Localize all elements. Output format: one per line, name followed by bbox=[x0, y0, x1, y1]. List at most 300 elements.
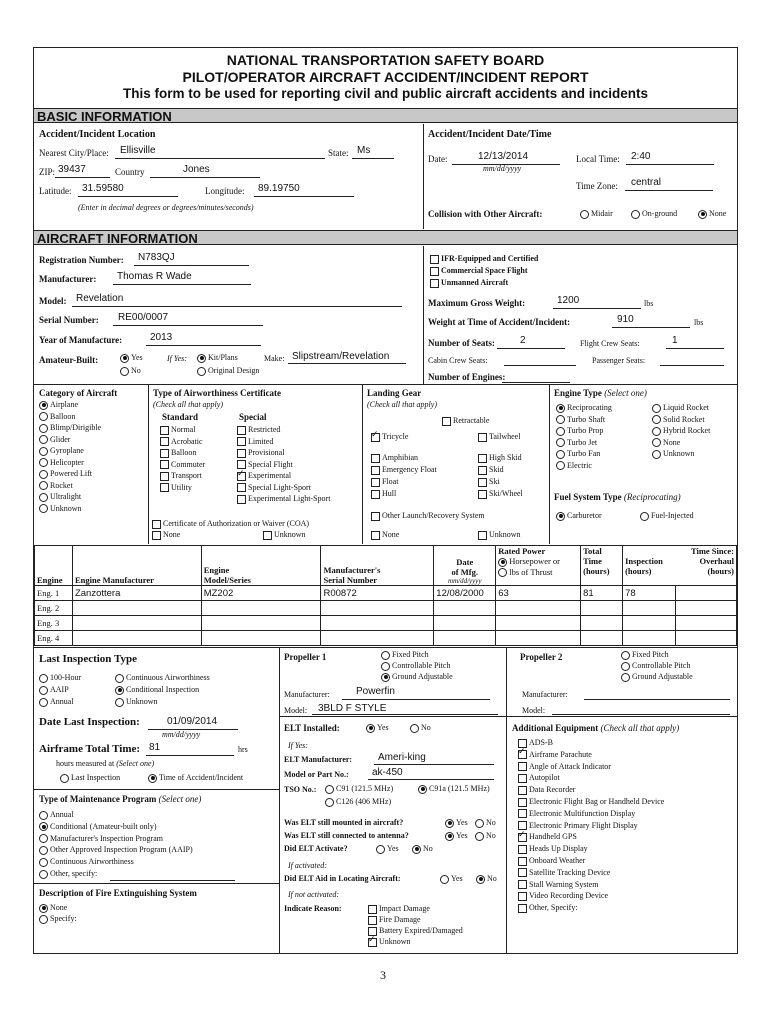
radio-icon bbox=[476, 875, 485, 884]
flight-crew-seats-field[interactable]: 1 bbox=[672, 335, 678, 346]
engine-model-cell[interactable] bbox=[201, 616, 321, 631]
radio-icon bbox=[39, 915, 48, 924]
engine-type-unknown-radio[interactable]: Unknown bbox=[652, 449, 695, 459]
tricycle-checkbox[interactable]: ✓Tricycle bbox=[371, 432, 408, 442]
engine-serial-cell[interactable] bbox=[321, 601, 434, 616]
zip-label: ZIP: bbox=[39, 167, 56, 177]
checkbox-icon bbox=[160, 472, 169, 481]
col-date-mfg: Date of Mfg. mm/dd/yyyy bbox=[434, 546, 496, 586]
checkbox-icon bbox=[237, 483, 246, 492]
checkbox-icon bbox=[371, 490, 380, 499]
checkbox-icon bbox=[518, 809, 527, 818]
special-provisional-checkbox[interactable]: Provisional bbox=[237, 448, 284, 458]
radio-icon bbox=[580, 210, 589, 219]
prop2-model-label: Model: bbox=[522, 706, 546, 715]
table-row bbox=[35, 586, 737, 601]
elt-model-label: Model or Part No.: bbox=[284, 770, 349, 779]
category-gyroplane-radio[interactable]: Gyroplane bbox=[39, 446, 84, 456]
checkbox-icon bbox=[160, 460, 169, 469]
engine-row-label: Eng. 1 bbox=[35, 586, 73, 601]
radio-icon bbox=[698, 210, 707, 219]
divider bbox=[423, 124, 424, 229]
radio-icon bbox=[418, 785, 427, 794]
insp-aaip-radio[interactable]: AAIP bbox=[39, 685, 69, 695]
model-field[interactable]: Revelation bbox=[76, 293, 124, 304]
checkbox-icon bbox=[478, 478, 487, 487]
checkbox-icon bbox=[160, 437, 169, 446]
gear-unknown-checkbox[interactable]: Unknown bbox=[478, 530, 521, 540]
category-glider-radio[interactable]: Glider bbox=[39, 435, 70, 445]
category-blimp-dirigible-radio[interactable]: Blimp/Dirigible bbox=[39, 423, 101, 433]
latitude-field[interactable]: 31.59580 bbox=[82, 183, 124, 194]
zip-field[interactable]: 39437 bbox=[58, 164, 86, 175]
engine-power-cell[interactable] bbox=[496, 616, 581, 631]
other-launch-checkbox[interactable]: Other Launch/Recovery System bbox=[371, 511, 485, 521]
reason-impact-damage-checkbox[interactable]: Impact Damage bbox=[368, 904, 430, 914]
original-design-radio[interactable]: Original Design bbox=[197, 366, 259, 376]
standard-transport-checkbox[interactable]: Transport bbox=[160, 471, 202, 481]
high-skid-checkbox[interactable]: High Skid bbox=[478, 453, 522, 463]
checkbox-icon bbox=[237, 495, 246, 504]
engine-insp-cell[interactable]: 78 bbox=[623, 586, 676, 601]
elt-activate-no-radio[interactable]: No bbox=[412, 844, 433, 854]
checkbox-icon bbox=[371, 454, 380, 463]
basic-section-title: BASIC INFORMATION bbox=[34, 108, 737, 123]
year-field[interactable]: 2013 bbox=[150, 332, 173, 343]
prop2-fixed-radio[interactable]: Fixed Pitch bbox=[621, 650, 669, 660]
radio-icon bbox=[498, 558, 507, 567]
elt-aid-yes-radio[interactable]: Yes bbox=[440, 874, 463, 884]
radio-icon bbox=[412, 845, 421, 854]
prop1-fixed-radio[interactable]: Fixed Pitch bbox=[381, 650, 429, 660]
equipment-video-recording-device-checkbox[interactable]: Video Recording Device bbox=[518, 891, 608, 901]
prop2-controllable-radio[interactable]: Controllable Pitch bbox=[621, 661, 690, 671]
ifr-checkbox[interactable]: IFR-Equipped and Certified bbox=[430, 254, 538, 264]
elt-mounted-yes-radio[interactable]: Yes bbox=[445, 818, 468, 828]
seats-label: Number of Seats: bbox=[428, 338, 495, 348]
cabin-crew-seats-label: Cabin Crew Seats: bbox=[428, 356, 488, 365]
standard-balloon-checkbox[interactable]: Balloon bbox=[160, 448, 196, 458]
engine-type-none-radio[interactable]: None bbox=[652, 438, 680, 448]
category-airplane-radio[interactable]: Airplane bbox=[39, 400, 78, 410]
radio-icon bbox=[39, 698, 48, 707]
reason-fire-damage-checkbox[interactable]: Fire Damage bbox=[368, 915, 421, 925]
table-row bbox=[35, 631, 737, 646]
registration-field[interactable]: N783QJ bbox=[138, 252, 175, 263]
radio-icon bbox=[39, 447, 48, 456]
engine-mfr-cell[interactable] bbox=[72, 631, 201, 646]
aircraft-section-title: AIRCRAFT INFORMATION bbox=[34, 230, 737, 245]
mgw-field[interactable]: 1200 bbox=[557, 295, 580, 306]
maintenance-other-specify-radio[interactable]: Other, specify: bbox=[39, 869, 97, 879]
insp-unknown-radio[interactable]: Unknown bbox=[115, 697, 158, 707]
amateur-no-radio[interactable]: No bbox=[120, 366, 141, 376]
equipment-autopilot-checkbox[interactable]: Autopilot bbox=[518, 773, 560, 783]
prop1-manufacturer-field[interactable]: Powerfin bbox=[356, 686, 395, 697]
maintenance-annual-radio[interactable]: Annual bbox=[39, 810, 74, 820]
radio-icon bbox=[39, 870, 48, 879]
engine-overhaul-cell[interactable] bbox=[676, 631, 737, 646]
engine-overhaul-cell[interactable] bbox=[676, 586, 737, 601]
manufacturer-field[interactable]: Thomas R Wade bbox=[117, 271, 192, 282]
kit-plans-radio[interactable]: Kit/Plans bbox=[197, 353, 238, 363]
page-number: 3 bbox=[380, 968, 386, 982]
equipment-stall-warning-system-checkbox[interactable]: Stall Warning System bbox=[518, 880, 598, 890]
equipment-handheld-gps-checkbox[interactable]: ✓Handheld GPS bbox=[518, 832, 577, 842]
equipment-other-specify-checkbox[interactable]: Other, Specify: bbox=[518, 903, 578, 913]
engines-field[interactable] bbox=[502, 382, 570, 383]
radio-icon bbox=[120, 367, 129, 376]
engine-mfr-cell[interactable] bbox=[72, 616, 201, 631]
engine-date-cell[interactable] bbox=[434, 631, 496, 646]
radio-icon bbox=[197, 354, 206, 363]
tso-c91-radio[interactable]: C91 (121.5 MHz) bbox=[325, 784, 393, 794]
col-engine-manufacturer: Engine Manufacturer bbox=[72, 546, 201, 586]
passenger-seats-field[interactable] bbox=[660, 365, 724, 366]
coa-checkbox[interactable]: Certificate of Authorization or Waiver (COA) bbox=[152, 519, 309, 529]
elt-model-field[interactable]: ak-450 bbox=[372, 767, 403, 778]
reason-unknown-checkbox[interactable]: ✓Unknown bbox=[368, 937, 411, 947]
engine-serial-cell[interactable] bbox=[321, 631, 434, 646]
elt-activate-label: Did ELT Activate? bbox=[284, 844, 348, 853]
checkbox-icon bbox=[371, 512, 380, 521]
tailwheel-checkbox[interactable]: Tailwheel bbox=[478, 432, 520, 442]
elt-connected-yes-radio[interactable]: Yes bbox=[445, 831, 468, 841]
engine-power-cell[interactable] bbox=[496, 631, 581, 646]
radio-icon bbox=[556, 427, 565, 436]
radio-icon bbox=[39, 834, 48, 843]
elt-aid-no-radio[interactable]: No bbox=[476, 874, 497, 884]
prop2-manufacturer-field[interactable] bbox=[584, 699, 730, 700]
radio-icon bbox=[39, 686, 48, 695]
prop1-model-label: Model: bbox=[284, 706, 308, 715]
category-powered-lift-radio[interactable]: Powered Lift bbox=[39, 469, 92, 479]
engine-date-cell[interactable] bbox=[434, 616, 496, 631]
engine-serial-cell[interactable]: R00872 bbox=[321, 586, 434, 601]
make-field[interactable]: Slipstream/Revelation bbox=[292, 351, 390, 362]
engine-date-cell[interactable]: 12/08/2000 bbox=[434, 586, 496, 601]
equipment-satellite-tracking-device-checkbox[interactable]: Satellite Tracking Device bbox=[518, 868, 610, 878]
radio-icon bbox=[325, 785, 334, 794]
engine-type-turbo-jet-radio[interactable]: Turbo Jet bbox=[556, 438, 597, 448]
checkbox-icon bbox=[368, 905, 377, 914]
checkbox-icon bbox=[263, 531, 272, 540]
prop1-controllable-radio[interactable]: Controllable Pitch bbox=[381, 661, 450, 671]
engine-type-turbo-prop-radio[interactable]: Turbo Prop bbox=[556, 426, 603, 436]
radio-icon bbox=[60, 774, 69, 783]
category-rocket-radio[interactable]: Rocket bbox=[39, 481, 73, 491]
engine-model-cell[interactable]: MZ202 bbox=[201, 586, 321, 601]
engine-overhaul-cell[interactable] bbox=[676, 616, 737, 631]
elt-connected-no-radio[interactable]: No bbox=[475, 831, 496, 841]
country-field[interactable]: Jones bbox=[183, 164, 210, 175]
reason-battery-expired-damaged-checkbox[interactable]: Battery Expired/Damaged bbox=[368, 926, 463, 936]
elt-manufacturer-label: ELT Manufacturer: bbox=[284, 755, 353, 764]
checkbox-icon bbox=[518, 774, 527, 783]
cert-none-checkbox[interactable]: None bbox=[152, 530, 180, 540]
landing-gear-heading: Landing Gear bbox=[367, 388, 422, 398]
collision-none[interactable]: None bbox=[698, 209, 726, 219]
radio-icon bbox=[556, 450, 565, 459]
engine-total-cell[interactable] bbox=[581, 631, 623, 646]
engine-type-reciprocating-radio[interactable]: Reciprocating bbox=[556, 403, 612, 413]
engine-type-liquid-rocket-radio[interactable]: Liquid Rocket bbox=[652, 403, 709, 413]
if-yes-label: If Yes: bbox=[167, 354, 187, 363]
hull-checkbox[interactable]: Hull bbox=[371, 489, 396, 499]
checkbox-icon bbox=[371, 531, 380, 540]
checkbox-icon bbox=[237, 426, 246, 435]
radio-icon bbox=[440, 875, 449, 884]
category-heading: Category of Aircraft bbox=[39, 388, 118, 398]
maintenance-other-field[interactable] bbox=[110, 880, 235, 881]
checkbox-icon bbox=[478, 454, 487, 463]
engine-type-electric-radio[interactable]: Electric bbox=[556, 461, 592, 471]
radio-icon bbox=[39, 481, 48, 490]
collision-midair[interactable]: Midair bbox=[580, 209, 613, 219]
longitude-field[interactable]: 89.19750 bbox=[258, 183, 300, 194]
year-label: Year of Manufacture: bbox=[39, 335, 123, 345]
unmanned-checkbox[interactable]: Unmanned Aircraft bbox=[430, 278, 508, 288]
elt-if-not-activated-label: If not activated: bbox=[288, 890, 340, 899]
radio-icon bbox=[445, 819, 454, 828]
registration-label: Registration Number: bbox=[39, 255, 124, 265]
insp-annual-radio[interactable]: Annual bbox=[39, 697, 74, 707]
engine-type-solid-rocket-radio[interactable]: Solid Rocket bbox=[652, 415, 705, 425]
elt-reason-label: Indicate Reason: bbox=[284, 904, 342, 913]
insp-continuous-radio[interactable]: Continuous Airworthiness bbox=[115, 673, 210, 683]
checkbox-icon bbox=[368, 916, 377, 925]
fire-none-radio[interactable]: None bbox=[39, 903, 67, 913]
engine-power-cell[interactable]: 63 bbox=[496, 586, 581, 601]
elt-if-yes-label: If Yes: bbox=[288, 741, 308, 750]
checkbox-icon bbox=[518, 750, 527, 759]
elt-installed-yes-radio[interactable]: Yes bbox=[366, 723, 389, 733]
radio-icon bbox=[366, 724, 375, 733]
tso-c126-radio[interactable]: C126 (406 MHz) bbox=[325, 797, 391, 807]
timezone-field[interactable]: central bbox=[631, 177, 662, 188]
seats-field[interactable]: 2 bbox=[520, 335, 526, 346]
checkbox-icon bbox=[152, 520, 161, 529]
engine-total-cell[interactable] bbox=[581, 616, 623, 631]
date-label: Date: bbox=[428, 154, 448, 164]
radio-icon bbox=[652, 427, 661, 436]
radio-icon bbox=[39, 811, 48, 820]
collision-on-ground[interactable]: On-ground bbox=[631, 209, 677, 219]
standard-commuter-checkbox[interactable]: Commuter bbox=[160, 460, 205, 470]
cabin-crew-seats-field[interactable] bbox=[504, 365, 576, 366]
maintenance-manufacturer-s-inspection-program-radio[interactable]: Manufacturer's Inspection Program bbox=[39, 834, 163, 844]
radio-icon bbox=[652, 404, 661, 413]
country-label: Country bbox=[115, 167, 145, 177]
standard-acrobatic-checkbox[interactable]: Acrobatic bbox=[160, 437, 203, 447]
maintenance-continuous-airworthiness-radio[interactable]: Continuous Airworthiness bbox=[39, 857, 134, 867]
commercial-space-checkbox[interactable]: Commercial Space Flight bbox=[430, 266, 528, 276]
timezone-label: Time Zone: bbox=[576, 181, 618, 191]
special-experimental-checkbox[interactable]: ✓Experimental bbox=[237, 471, 291, 481]
serial-field[interactable]: RE00/0007 bbox=[118, 312, 169, 323]
tso-c91a-radio[interactable]: C91a (121.5 MHz) bbox=[418, 784, 490, 794]
engine-overhaul-cell[interactable] bbox=[676, 601, 737, 616]
radio-icon bbox=[652, 450, 661, 459]
engine-insp-cell[interactable] bbox=[623, 601, 676, 616]
gear-none-checkbox[interactable]: None bbox=[371, 530, 399, 540]
weight-field[interactable]: 910 bbox=[617, 314, 634, 325]
form-instructions: This form to be used for reporting civil and public aircraft accidents and incidents bbox=[122, 86, 649, 101]
radio-icon bbox=[197, 367, 206, 376]
prop2-ground-adjustable-radio[interactable]: Ground Adjustable bbox=[621, 672, 693, 682]
engine-type-heading: Engine Type (Select one) bbox=[554, 388, 647, 398]
ski-wheel-checkbox[interactable]: Ski/Wheel bbox=[478, 489, 523, 499]
weight-label: Weight at Time of Accident/Incident: bbox=[428, 317, 571, 327]
col-engine: Engine bbox=[35, 546, 73, 586]
date-last-inspection-label: Date Last Inspection: bbox=[39, 716, 140, 728]
retractable-checkbox[interactable]: Retractable bbox=[442, 416, 489, 426]
equipment-airframe-parachute-checkbox[interactable]: ✓Airframe Parachute bbox=[518, 750, 592, 760]
engine-serial-cell[interactable] bbox=[321, 616, 434, 631]
date-field[interactable]: 12/13/2014 bbox=[478, 151, 529, 162]
make-label: Make: bbox=[264, 354, 285, 363]
checkbox-icon bbox=[371, 478, 380, 487]
engine-type-hybrid-rocket-radio[interactable]: Hybrid Rocket bbox=[652, 426, 710, 436]
engine-date-cell[interactable] bbox=[434, 601, 496, 616]
special-special-light-sport-checkbox[interactable]: Special Light-Sport bbox=[237, 483, 311, 493]
standard-utility-checkbox[interactable]: Utility bbox=[160, 483, 192, 493]
form-title: NATIONAL TRANSPORTATION SAFETY BOARD bbox=[226, 52, 545, 68]
emergency-float-checkbox[interactable]: Emergency Float bbox=[371, 465, 437, 475]
radio-icon bbox=[39, 904, 48, 913]
elt-mounted-no-radio[interactable]: No bbox=[475, 818, 496, 828]
engine-mfr-cell[interactable] bbox=[72, 601, 201, 616]
measured-at-label: hours measured at (Select one) bbox=[56, 759, 155, 768]
prop1-ground-adjustable-radio[interactable]: Ground Adjustable bbox=[381, 672, 453, 682]
weight-unit: lbs bbox=[694, 318, 704, 327]
engine-total-cell[interactable]: 81 bbox=[581, 586, 623, 601]
engine-insp-cell[interactable] bbox=[623, 616, 676, 631]
date-last-inspection-field[interactable]: 01/09/2014 bbox=[167, 716, 218, 727]
col-serial: Manufacturer's Serial Number bbox=[321, 546, 434, 586]
measured-time-of-accident-radio[interactable]: Time of Accident/Incident bbox=[148, 773, 243, 783]
elt-installed-no-radio[interactable]: No bbox=[410, 723, 431, 733]
equipment-electronic-flight-bag-or-handheld-device-checkbox[interactable]: Electronic Flight Bag or Handheld Device bbox=[518, 797, 664, 807]
maintenance-other-approved-inspection-program-aaip-radio[interactable]: Other Approved Inspection Program (AAIP) bbox=[39, 845, 193, 855]
prop2-manufacturer-label: Manufacturer: bbox=[522, 690, 568, 699]
location-heading: Accident/Incident Location bbox=[39, 129, 156, 140]
equipment-data-recorder-checkbox[interactable]: Data Recorder bbox=[518, 785, 575, 795]
checkbox-icon bbox=[160, 426, 169, 435]
ski-checkbox[interactable]: Ski bbox=[478, 477, 500, 487]
cert-unknown-checkbox[interactable]: Unknown bbox=[263, 530, 306, 540]
special-experimental-light-sport-checkbox[interactable]: Experimental Light-Sport bbox=[237, 494, 330, 504]
prop1-model-field[interactable]: 3BLD F STYLE bbox=[318, 703, 387, 714]
engine-model-cell[interactable] bbox=[201, 601, 321, 616]
category-helicopter-radio[interactable]: Helicopter bbox=[39, 458, 84, 468]
category-balloon-radio[interactable]: Balloon bbox=[39, 412, 75, 422]
checkbox-icon bbox=[160, 483, 169, 492]
prop1-manufacturer-label: Manufacturer: bbox=[284, 690, 330, 699]
skid-checkbox[interactable]: Skid bbox=[478, 465, 504, 475]
radio-icon bbox=[39, 424, 48, 433]
equipment-electronic-multifunction-display-checkbox[interactable]: Electronic Multifunction Display bbox=[518, 809, 635, 819]
radio-icon bbox=[556, 512, 565, 521]
category-unknown-radio[interactable]: Unknown bbox=[39, 504, 82, 514]
elt-aid-label: Did ELT Aid in Locating Aircraft: bbox=[284, 874, 401, 883]
prop2-model-field[interactable] bbox=[552, 714, 730, 715]
equipment-angle-of-attack-indicator-checkbox[interactable]: Angle of Attack Indicator bbox=[518, 762, 611, 772]
equipment-onboard-weather-checkbox[interactable]: Onboard Weather bbox=[518, 856, 585, 866]
special-limited-checkbox[interactable]: Limited bbox=[237, 437, 273, 447]
radio-icon bbox=[376, 845, 385, 854]
checkbox-icon bbox=[237, 437, 246, 446]
equipment-ads-b-checkbox[interactable]: ADS-B bbox=[518, 738, 553, 748]
airframe-total-time-field[interactable]: 81 bbox=[149, 742, 161, 753]
radio-icon bbox=[39, 858, 48, 867]
measured-last-inspection-radio[interactable]: Last Inspection bbox=[60, 773, 120, 783]
engine-type-turbo-fan-radio[interactable]: Turbo Fan bbox=[556, 449, 600, 459]
equipment-electronic-primary-flight-display-checkbox[interactable]: Electronic Primary Flight Display bbox=[518, 821, 638, 831]
checkbox-icon bbox=[518, 904, 527, 913]
radio-icon bbox=[445, 832, 454, 841]
engine-model-cell[interactable] bbox=[201, 631, 321, 646]
radio-icon bbox=[498, 568, 507, 577]
maintenance-conditional-amateur-built-only-radio[interactable]: Conditional (Amateur-built only) bbox=[39, 822, 157, 832]
insp-conditional-radio[interactable]: Conditional Inspection bbox=[115, 685, 199, 695]
engine-row-label: Eng. 3 bbox=[35, 616, 73, 631]
standard-normal-checkbox[interactable]: Normal bbox=[160, 425, 195, 435]
equipment-heads-up-display-checkbox[interactable]: Heads Up Display bbox=[518, 844, 588, 854]
local-time-label: Local Time: bbox=[576, 154, 620, 164]
checkbox-icon bbox=[430, 279, 439, 288]
checkbox-icon bbox=[518, 868, 527, 877]
flight-crew-seats-label: Flight Crew Seats: bbox=[580, 339, 640, 348]
category-ultralight-radio[interactable]: Ultralight bbox=[39, 492, 81, 502]
radio-icon bbox=[556, 461, 565, 470]
radio-icon bbox=[621, 673, 630, 682]
special-special-flight-checkbox[interactable]: Special Flight bbox=[237, 460, 293, 470]
special-restricted-checkbox[interactable]: Restricted bbox=[237, 425, 280, 435]
engine-total-cell[interactable] bbox=[581, 601, 623, 616]
amateur-yes-radio[interactable]: Yes bbox=[120, 353, 143, 363]
engine-mfr-cell[interactable]: Zanzottera bbox=[72, 586, 201, 601]
engine-power-cell[interactable] bbox=[496, 601, 581, 616]
fuel-injected-radio[interactable]: Fuel-Injected bbox=[640, 511, 694, 521]
radio-icon bbox=[39, 822, 48, 831]
radio-icon bbox=[39, 674, 48, 683]
state-field[interactable]: Ms bbox=[357, 145, 371, 156]
radio-icon bbox=[410, 724, 419, 733]
col-total-time: Total Time (hours) bbox=[581, 546, 623, 586]
engine-insp-cell[interactable] bbox=[623, 631, 676, 646]
local-time-field[interactable]: 2:40 bbox=[631, 151, 651, 162]
last-inspection-heading: Last Inspection Type bbox=[39, 653, 138, 665]
checkbox-icon bbox=[518, 892, 527, 901]
table-row bbox=[35, 616, 737, 631]
checkbox-icon bbox=[518, 880, 527, 889]
elt-activate-yes-radio[interactable]: Yes bbox=[376, 844, 399, 854]
elt-manufacturer-field[interactable]: Ameri-king bbox=[378, 752, 426, 763]
amphibian-checkbox[interactable]: Amphibian bbox=[371, 453, 418, 463]
fire-specify-radio[interactable]: Specify: bbox=[39, 914, 77, 924]
insp-100-hour-radio[interactable]: 100-Hour bbox=[39, 673, 81, 683]
float-checkbox[interactable]: Float bbox=[371, 477, 398, 487]
col-time-since: Time Since: Inspection Overhaul (hours) (hours) bbox=[623, 546, 737, 586]
city-field[interactable]: Ellisville bbox=[120, 145, 156, 156]
radio-icon bbox=[381, 662, 390, 671]
radio-icon bbox=[556, 415, 565, 424]
carburetor-radio[interactable]: Carburetor bbox=[556, 511, 602, 521]
checkbox-icon bbox=[160, 449, 169, 458]
equipment-heading: Additional Equipment (Check all that apply) bbox=[512, 723, 680, 733]
engine-type-turbo-shaft-radio[interactable]: Turbo Shaft bbox=[556, 415, 605, 425]
